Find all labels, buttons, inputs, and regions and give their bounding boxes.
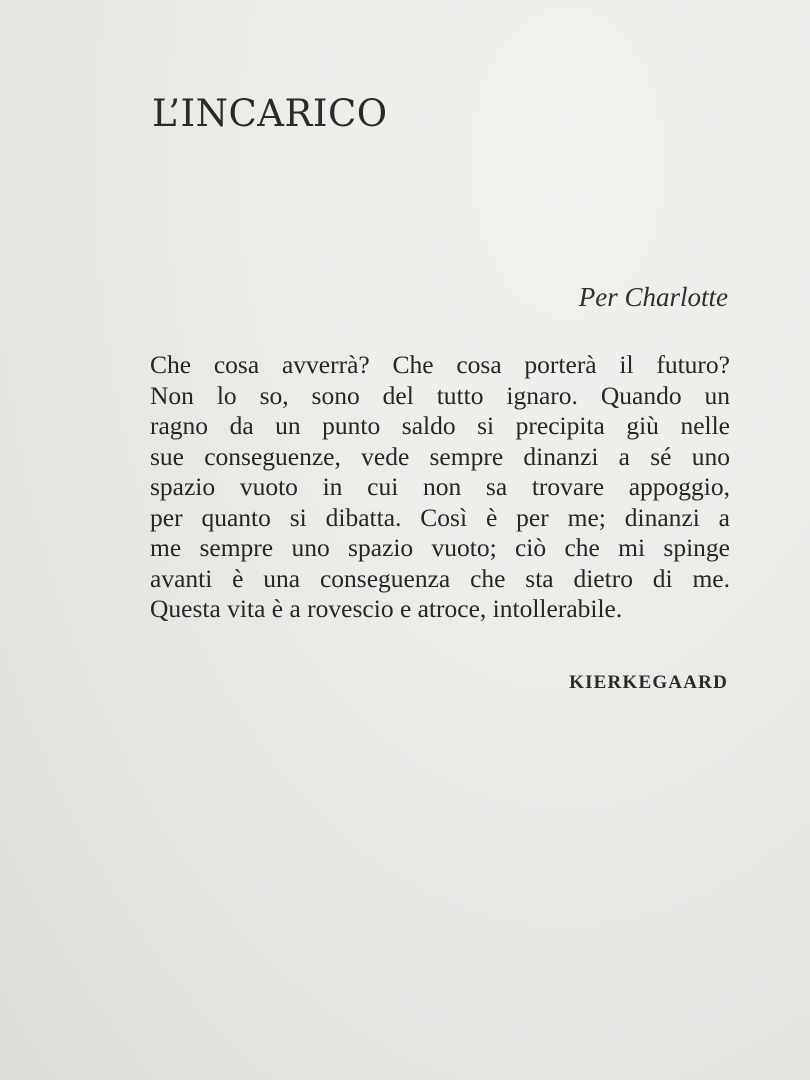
dedication: Per Charlotte xyxy=(578,282,728,312)
epigraph-author: KIERKEGAARD xyxy=(569,672,728,693)
epigraph-line: me sempre uno spazio vuoto; ciò che mi spinge xyxy=(150,533,730,562)
chapter-title: L’INCARICO xyxy=(152,92,388,135)
epigraph-line: Che cosa avverrà? Che cosa porterà il futuro? xyxy=(150,350,730,379)
epigraph-line: spazio vuoto in cui non sa trovare appoggio, xyxy=(150,472,730,501)
epigraph-line: sue conseguenze, vede sempre dinanzi a sé uno xyxy=(150,441,730,471)
epigraph-quote xyxy=(150,350,730,625)
epigraph-line: ragno da un punto saldo si precipita giù nelle xyxy=(150,411,730,440)
epigraph-line: avanti è una conseguenza che sta dietro di me. xyxy=(150,563,730,593)
epigraph-line: per quanto si dibatta. Così è per me; dinanzi a xyxy=(150,502,730,532)
epigraph-line: Non lo so, sono del tutto ignaro. Quando un xyxy=(150,380,730,410)
epigraph-line: Questa vita è a rovescio e atroce, intollerabile. xyxy=(150,594,623,623)
